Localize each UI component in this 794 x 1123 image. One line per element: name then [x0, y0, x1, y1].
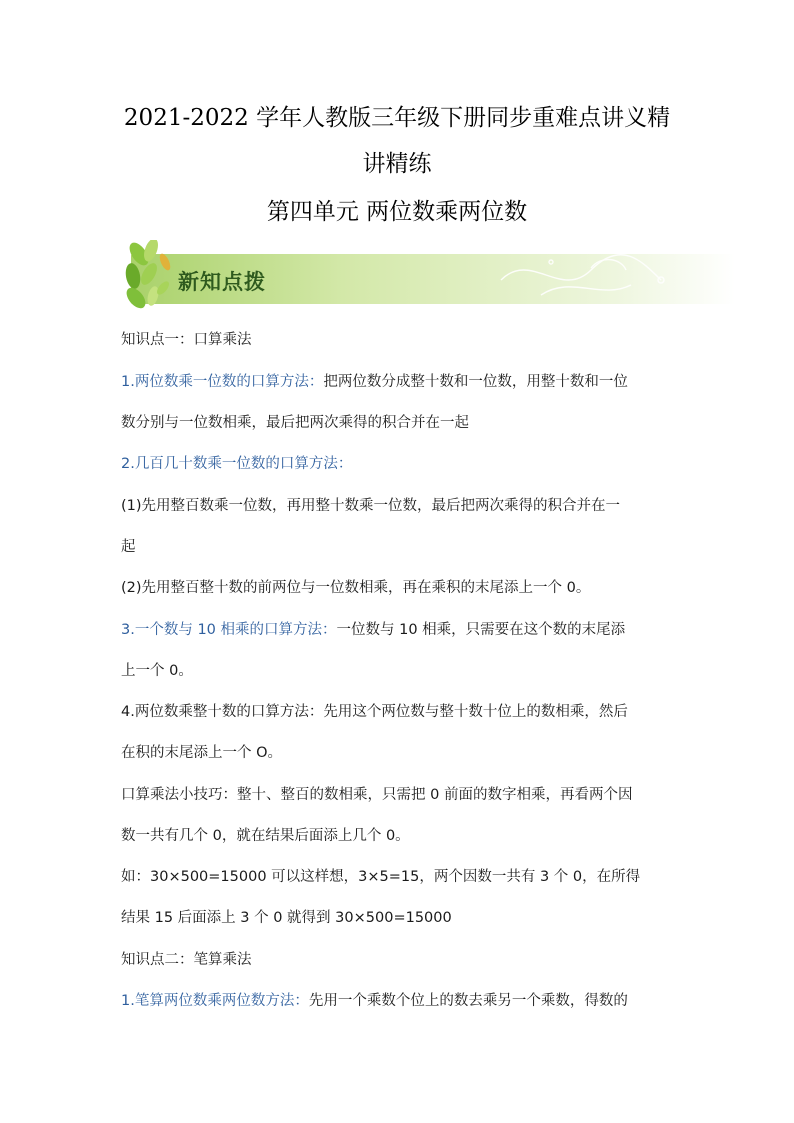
- paragraph-item-1: [121, 372, 681, 392]
- document-title-line2: 讲精练: [362, 151, 432, 177]
- document-title-line1: 2021-2022 学年人教版三年级下册同步重难点讲义精: [123, 105, 671, 131]
- item-2-point-1-cont: 起: [121, 539, 136, 555]
- unit-subtitle: 第四单元 两位数乘两位数: [266, 199, 528, 225]
- item-1-heading: 1.两位数乘一位数的口算方法：: [121, 374, 324, 390]
- paragraph-kp2-item-1: [121, 991, 681, 1011]
- item-1-text: 把两位数分成整十数和一位数，用整十数和一位: [323, 374, 628, 390]
- kp2-item-1-heading: 1.笔算两位数乘两位数方法：: [121, 993, 309, 1009]
- item-2-heading: 2.几百几十数乘一位数的口算方法：: [121, 456, 353, 472]
- item-3-text: 一位数与 10 相乘，只需要在这个数的末尾添: [336, 622, 626, 638]
- item-2-point-1: (1)先用整百数乘一位数，再用整十数乘一位数，最后把两次乘得的积合并在一: [121, 498, 621, 514]
- item-3-text-cont: 上一个 0。: [121, 663, 193, 679]
- item-4-text: 4.两位数乘整十数的口算方法：先用这个两位数与整十数十位上的数相乘，然后: [121, 704, 628, 720]
- tip-text-cont: 数一共有几个 0，就在结果后面添上几个 0。: [121, 828, 410, 844]
- example-text-cont: 结果 15 后面添上 3 个 0 就得到 30×500=15000: [121, 910, 452, 926]
- knowledge-point-1-title: 知识点一：口算乘法: [121, 332, 252, 348]
- tip-text: 口算乘法小技巧：整十、整百的数相乘，只需把 0 前面的数字相乘，再看两个因: [121, 787, 633, 803]
- item-4-text-cont: 在积的末尾添上一个 O。: [121, 745, 283, 761]
- paragraph-item-3: [121, 620, 681, 640]
- banner-title: 新知点拨: [178, 270, 266, 294]
- example-text: 如：30×500=15000 可以这样想，3×5=15，两个因数一共有 3 个 0，在所得: [121, 869, 641, 885]
- knowledge-point-2-title: 知识点二：笔算乘法: [121, 952, 252, 968]
- kp2-item-1-text: 先用一个乘数个位上的数去乘另一个乘数，得数的: [308, 993, 628, 1009]
- item-3-heading: 3.一个数与 10 相乘的口算方法：: [121, 622, 337, 638]
- item-1-text-cont: 数分别与一位数相乘，最后把两次乘得的积合并在一起: [121, 415, 469, 431]
- item-2-point-2: (2)先用整百整十数的前两位与一位数相乘，再在乘积的末尾添上一个 0。: [121, 580, 591, 596]
